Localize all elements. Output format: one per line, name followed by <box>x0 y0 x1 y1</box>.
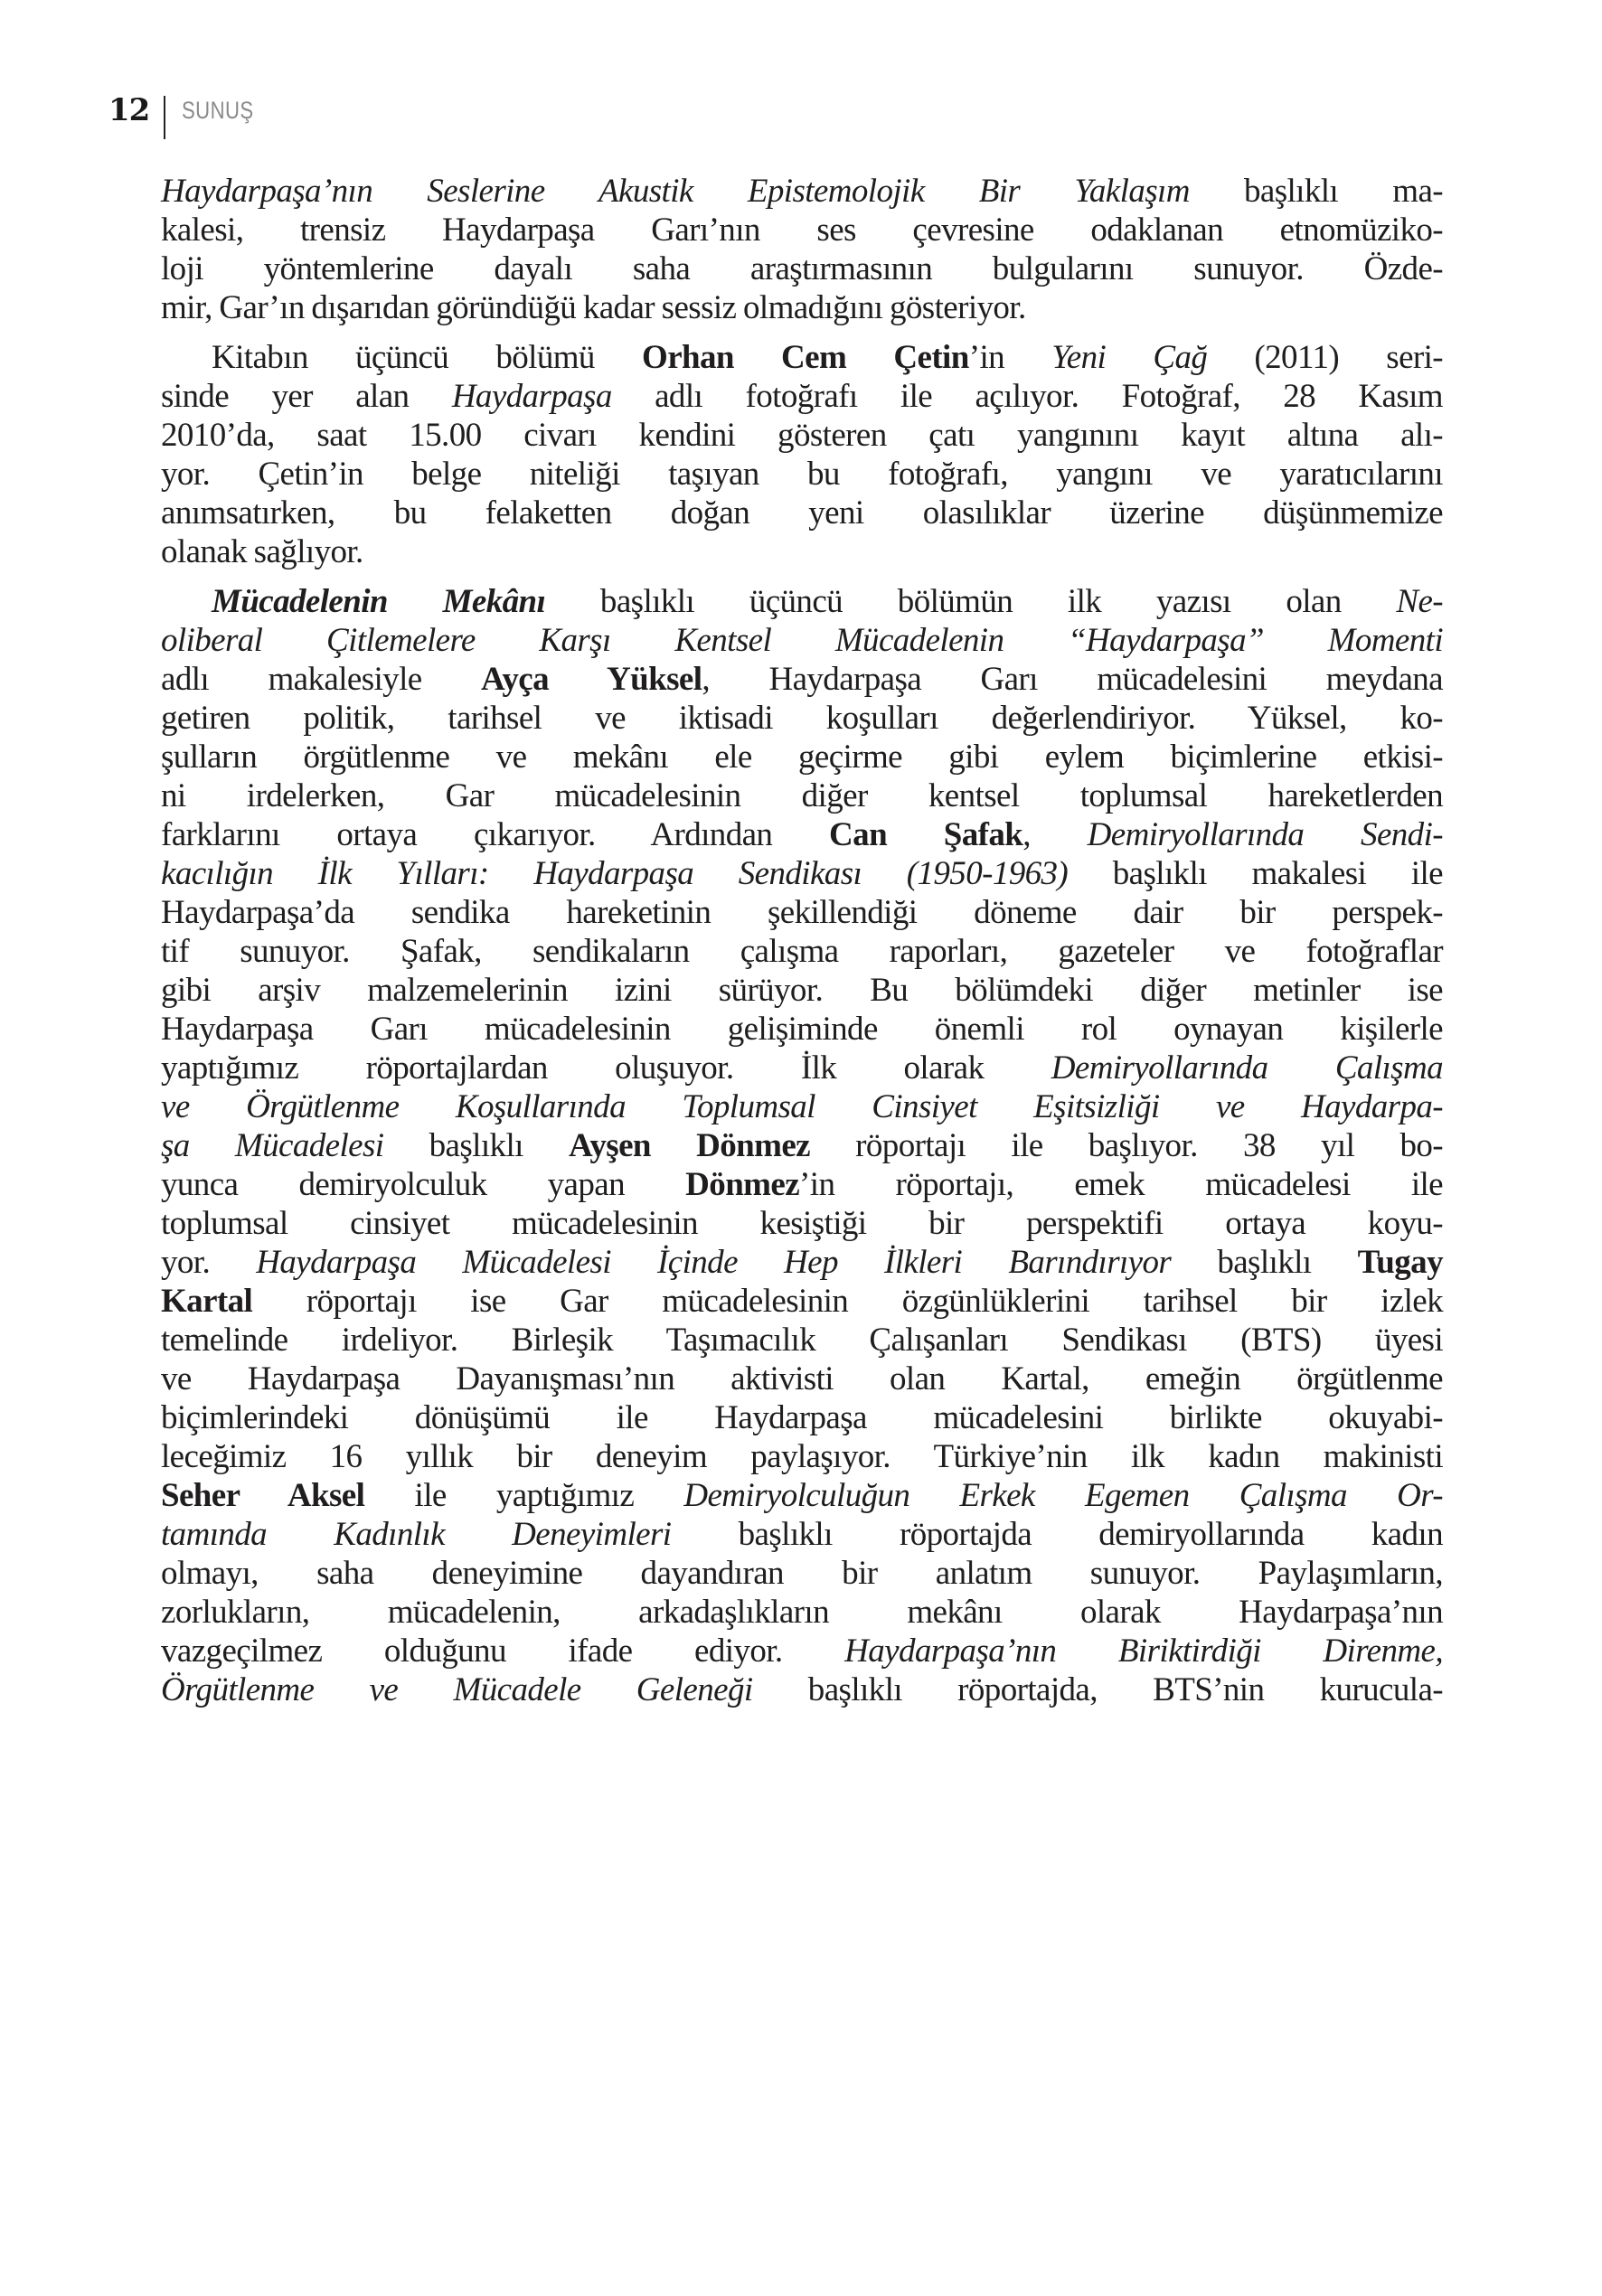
text-run: leceğimiz 16 yıllık bir deneyim paylaşıyor. Türkiye’nin ilk kadın makinisti <box>161 1438 1443 1475</box>
italic-text-run: Ne- <box>1396 583 1444 620</box>
text-run: farklarını ortaya çıkarıyor. Ardından <box>161 816 830 853</box>
text-line <box>161 1049 1443 1087</box>
text-run: 2010’da, saat 15.00 civarı kendini gösteren çatı yangınını kayıt altına alı- <box>161 417 1443 454</box>
text-line <box>161 971 1443 1010</box>
text-line <box>161 660 1443 699</box>
text-line <box>161 1398 1443 1437</box>
text-line <box>161 338 1443 377</box>
text-run: Haydarpaşa’da sendika hareketinin şekillendiği döneme dair bir perspek- <box>161 894 1443 931</box>
text-run: biçimlerindeki dönüşümü ile Haydarpaşa mücadelesini birlikte okuyabi- <box>161 1399 1443 1436</box>
text-line <box>161 815 1443 854</box>
text-run: ve Haydarpaşa Dayanışması’nın aktivisti olan Kartal, emeğin örgütlenme <box>161 1360 1443 1397</box>
text-line <box>161 1010 1443 1049</box>
text-run: başlıklı ma- <box>1189 173 1443 210</box>
text-run: toplumsal cinsiyet mücadelesinin kesiştiği bir perspektifi ortaya koyu- <box>161 1205 1443 1242</box>
text-run: adlı fotoğrafı ile açılıyor. Fotoğraf, 28 Kasım <box>611 378 1443 415</box>
text-run: yor. <box>161 1244 257 1281</box>
text-line <box>161 893 1443 932</box>
text-line <box>161 377 1443 416</box>
text-run: ’in röportajı, emek mücadelesi ile <box>799 1166 1443 1203</box>
text-run: vazgeçilmez olduğunu ifade ediyor. <box>161 1633 845 1670</box>
paragraph <box>161 338 1443 571</box>
text-run: temelinde irdeliyor. Birleşik Taşımacılık Çalışanları Sendikası (BTS) üyesi <box>161 1322 1443 1359</box>
text-run: sinde yer alan <box>161 378 452 415</box>
text-line <box>161 494 1443 532</box>
bold-text-run: Ayça Yüksel <box>481 661 702 698</box>
italic-text-run: Haydarpaşa <box>451 378 612 415</box>
running-head-title: SUNUŞ <box>182 96 254 124</box>
italic-text-run: Haydarpaşa Mücadelesi İçinde Hep İlkleri Barındırıyor <box>256 1244 1172 1281</box>
bold-text-run: Tugay <box>1357 1244 1443 1281</box>
text-line <box>161 1476 1443 1515</box>
text-run: şulların örgütlenme ve mekânı ele geçirme gibi eylem biçimlerine etkisi- <box>161 739 1443 776</box>
text-run: , Haydarpaşa Garı mücadelesini meydana <box>702 661 1443 698</box>
text-line <box>161 738 1443 776</box>
text-line <box>161 1087 1443 1126</box>
text-line <box>161 1126 1443 1165</box>
text-line <box>161 1515 1443 1554</box>
text-run: getiren politik, tarihsel ve iktisadi koşulları değerlendiriyor. Yüksel, ko- <box>161 700 1443 737</box>
text-run: ’in <box>968 339 1052 376</box>
text-run: (2011) seri- <box>1207 339 1444 376</box>
text-line <box>161 1632 1443 1670</box>
text-run: Haydarpaşa Garı mücadelesinin gelişiminde önemli rol oynayan kişilerle <box>161 1011 1443 1048</box>
text-run: ni irdelerken, Gar mücadelesinin diğer kentsel toplumsal hareketlerden <box>161 777 1443 814</box>
bold-text-run: Dönmez <box>685 1166 800 1203</box>
text-run: başlıklı röportajda demiryollarında kadın <box>671 1516 1443 1553</box>
page-number: 12 <box>108 92 150 128</box>
text-line <box>161 621 1443 660</box>
text-run: başlıklı <box>1171 1244 1358 1281</box>
text-run: gibi arşiv malzemelerinin izini sürüyor. Bu bölümdeki diğer metinler ise <box>161 972 1443 1009</box>
text-line <box>161 1360 1443 1398</box>
text-line <box>161 1204 1443 1243</box>
text-line <box>161 582 1443 621</box>
text-run: röportajı ise Gar mücadelesinin özgünlüklerini tarihsel bir izlek <box>252 1283 1443 1320</box>
text-line <box>161 1670 1443 1709</box>
text-run: , <box>1022 816 1088 853</box>
italic-text-run: Demiryollarında Çalışma <box>1051 1049 1444 1087</box>
text-run: ile yaptığımız <box>364 1477 684 1514</box>
italic-text-run: Haydarpaşa’nın Biriktirdiği Direnme, <box>844 1633 1443 1670</box>
text-line <box>161 1554 1443 1593</box>
italic-text-run: Demiryolculuğun Erkek Egemen Çalışma Or- <box>683 1477 1443 1514</box>
bold-text-run: Ayşen Dönmez <box>569 1127 810 1164</box>
text-run: yaptığımız röportajlardan oluşuyor. İlk olarak <box>161 1049 1051 1087</box>
text-run: başlıklı makalesi ile <box>1068 855 1443 892</box>
italic-text-run: oliberal Çitlemelere Karşı Kentsel Mücadelenin “Haydarpaşa” Momenti <box>161 622 1443 659</box>
text-line <box>161 776 1443 815</box>
italic-text-run: Demiryollarında Sendi- <box>1087 816 1443 853</box>
bolditalic-text-run: Mücadelenin Mekânı <box>212 583 546 620</box>
running-header <box>108 83 269 137</box>
text-line <box>161 1165 1443 1204</box>
italic-text-run: Örgütlenme ve Mücadele Geleneği <box>161 1671 753 1708</box>
header-divider <box>164 96 165 139</box>
text-run: mir, Gar’ın dışarıdan göründüğü kadar sessiz olmadığını gösteriyor. <box>161 289 1026 326</box>
text-line <box>161 932 1443 971</box>
text-line <box>161 455 1443 494</box>
italic-text-run: tamında Kadınlık Deneyimleri <box>161 1516 672 1553</box>
text-run: zorlukların, mücadelenin, arkadaşlıkların mekânı olarak Haydarpaşa’nın <box>161 1594 1443 1631</box>
text-run: anımsatırken, bu felaketten doğan yeni olasılıklar üzerine düşünmemize <box>161 494 1443 532</box>
text-run: loji yöntemlerine dayalı saha araştırmasının bulgularını sunuyor. Özde- <box>161 250 1443 287</box>
text-line <box>161 699 1443 738</box>
text-run: başlıklı <box>383 1127 570 1164</box>
italic-text-run: şa Mücadelesi <box>161 1127 384 1164</box>
italic-text-run: Haydarpaşa’nın Seslerine Akustik Epistemolojik Bir Yaklaşım <box>161 173 1190 210</box>
bold-text-run: Orhan Cem Çetin <box>642 339 969 376</box>
bold-text-run: Kartal <box>161 1283 253 1320</box>
paragraph <box>161 582 1443 1709</box>
italic-text-run: Yeni Çağ <box>1051 339 1208 376</box>
text-line <box>161 1243 1443 1282</box>
text-line <box>161 211 1443 249</box>
italic-text-run: kacılığın İlk Yılları: Haydarpaşa Sendikası (1950-1963) <box>161 855 1069 892</box>
text-run: röportajı ile başlıyor. 38 yıl bo- <box>809 1127 1443 1164</box>
text-run: olmayı, saha deneyimine dayandıran bir anlatım sunuyor. Paylaşımların, <box>161 1555 1443 1592</box>
text-line <box>161 172 1443 211</box>
text-run: başlıklı röportajda, BTS’nin kurucula- <box>752 1671 1443 1708</box>
bold-text-run: Can Şafak <box>829 816 1023 853</box>
paragraph <box>161 172 1443 327</box>
text-line <box>161 532 1443 571</box>
text-line <box>161 854 1443 893</box>
bold-text-run: Seher Aksel <box>161 1477 365 1514</box>
text-run: kalesi, trensiz Haydarpaşa Garı’nın ses çevresine odaklanan etnomüziko- <box>161 212 1443 249</box>
italic-text-run: ve Örgütlenme Koşullarında Toplumsal Cinsiyet Eşitsizliği ve Haydarpa- <box>161 1088 1443 1125</box>
text-run: yor. Çetin’in belge niteliği taşıyan bu fotoğrafı, yangını ve yaratıcılarını <box>161 456 1443 493</box>
text-line <box>161 1437 1443 1476</box>
text-line <box>161 1593 1443 1632</box>
body-text <box>161 172 1443 1720</box>
text-run: tif sunuyor. Şafak, sendikaların çalışma raporları, gazeteler ve fotoğraflar <box>161 933 1443 970</box>
text-line <box>161 1321 1443 1360</box>
text-line <box>161 416 1443 455</box>
text-line <box>161 249 1443 288</box>
text-run: yunca demiryolculuk yapan <box>161 1166 686 1203</box>
text-run: başlıklı üçüncü bölümün ilk yazısı olan <box>545 583 1397 620</box>
text-run: adlı makalesiyle <box>161 661 481 698</box>
text-run: Kitabın üçüncü bölümü <box>212 339 643 376</box>
text-line <box>161 288 1443 327</box>
text-line <box>161 1282 1443 1321</box>
text-run: olanak sağlıyor. <box>161 533 363 570</box>
